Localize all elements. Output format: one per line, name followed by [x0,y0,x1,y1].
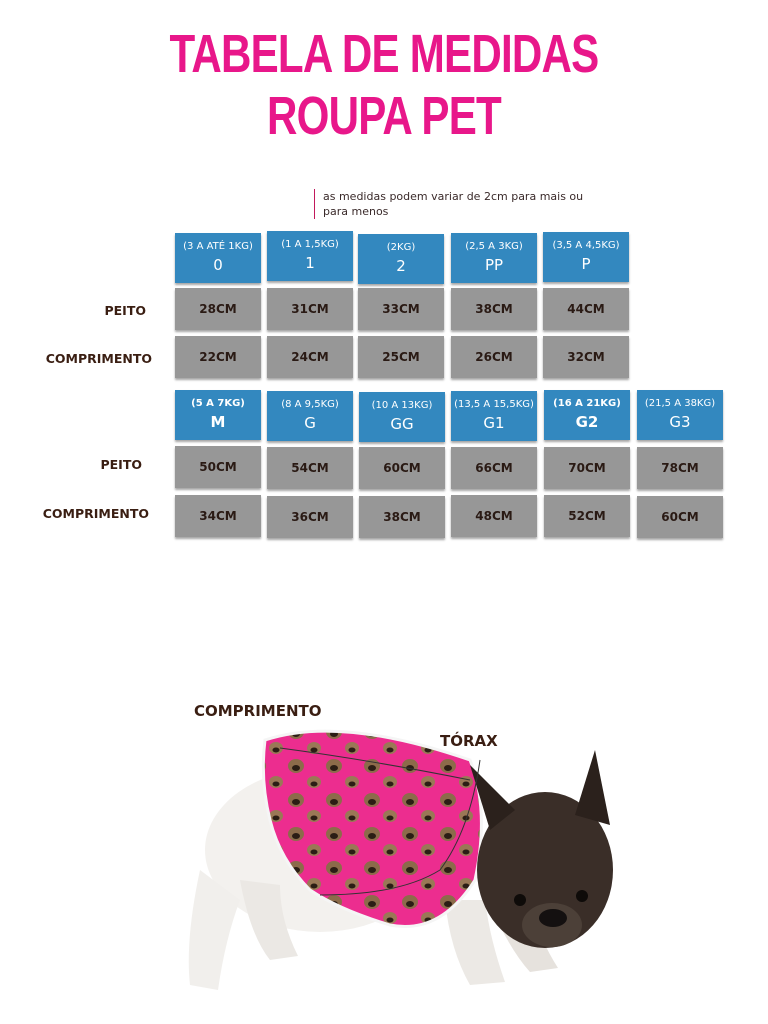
size-header [544,390,630,440]
measure-cell: 38CM [359,496,445,538]
size-weight: (1 A 1,5KG) [281,239,339,250]
measure-cell: 34CM [175,495,261,537]
size-weight: (5 A 7KG) [191,398,245,409]
size-code: 2 [396,257,406,275]
size-weight: (16 A 21KG) [553,398,621,409]
measure-cell: 24CM [267,336,353,378]
dog-eye-right [576,890,588,902]
measure-cell: 33CM [358,288,444,330]
size-weight: (21,5 A 38KG) [644,398,716,409]
size-header [175,233,261,283]
measure-cell: 54CM [267,447,353,489]
dog-nose [539,909,567,927]
size-header [175,390,261,440]
size-header [543,232,629,282]
size-code: G2 [575,413,599,431]
size-header [358,234,444,284]
size-weight: (2,5 A 3KG) [465,241,523,252]
size-weight: (2KG) [386,242,416,253]
size-header [451,233,537,283]
measure-cell: 52CM [544,495,630,537]
measure-cell: 36CM [267,496,353,538]
measure-cell: 60CM [359,447,445,489]
size-weight: (3,5 A 4,5KG) [552,240,620,251]
row-label-chest: PEITO [100,457,142,472]
row-label-chest: PEITO [104,303,146,318]
size-header [359,392,445,442]
row-label-length: COMPRIMENTO [42,506,149,521]
measure-cell: 48CM [451,495,537,537]
page-title-line2: ROUPA PET [266,86,502,146]
size-code: GG [390,415,414,433]
size-weight: (3 A ATÉ 1KG) [183,241,253,252]
size-header [637,390,723,440]
size-code: 1 [305,254,315,272]
measure-cell: 66CM [451,447,537,489]
measure-cell: 25CM [358,336,444,378]
row-label-length: COMPRIMENTO [45,351,152,366]
size-code: P [581,255,591,273]
size-code: 0 [213,256,223,274]
dog-eye-left [514,894,526,906]
length-label: COMPRIMENTO [194,702,322,720]
measure-cell: 32CM [543,336,629,378]
measure-cell: 22CM [175,336,261,378]
size-header [267,391,353,441]
measure-cell: 28CM [175,288,261,330]
measure-cell: 50CM [175,446,261,488]
size-weight: (8 A 9,5KG) [281,399,339,410]
size-code: G [304,414,316,432]
size-weight: (13,5 A 15,5KG) [454,399,534,410]
size-code: G1 [483,414,505,432]
measure-cell: 38CM [451,288,537,330]
chest-label: TÓRAX [440,732,498,750]
dog-in-shirt-illustration [170,720,630,1020]
measure-cell: 26CM [451,336,537,378]
size-code: M [210,413,226,431]
size-header [267,231,353,281]
measure-cell: 70CM [544,447,630,489]
size-code: G3 [669,413,691,431]
size-code: PP [484,256,504,274]
measure-cell: 31CM [267,288,353,330]
dog-ear-right [575,750,610,825]
size-header [451,391,537,441]
page-title-line1: TABELA DE MEDIDAS [169,24,599,84]
measure-cell: 60CM [637,496,723,538]
measure-cell: 78CM [637,447,723,489]
measurement-note: as medidas podem variar de 2cm para mais ou para menos [314,189,603,219]
measure-cell: 44CM [543,288,629,330]
size-weight: (10 A 13KG) [371,400,433,411]
